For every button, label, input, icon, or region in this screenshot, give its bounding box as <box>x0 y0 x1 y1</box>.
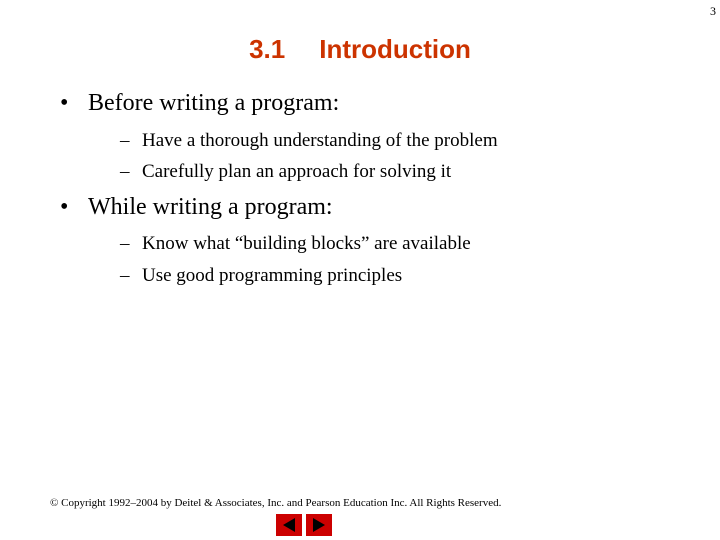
slide-title <box>0 34 720 65</box>
sub-item-text: Know what “building blocks” are available <box>142 233 471 254</box>
triangle-right-icon <box>311 517 327 533</box>
sub-item-text: Have a thorough understanding of the problem <box>142 130 498 151</box>
triangle-left-icon <box>281 517 297 533</box>
bullet-dot-icon: • <box>60 194 69 220</box>
dash-icon: – <box>120 265 130 286</box>
bullet-item <box>60 194 333 221</box>
copyright-notice: © Copyright 1992–2004 by Deitel & Associates, Inc. and Pearson Education Inc. All Rights Reserved. <box>50 497 502 509</box>
dash-icon: – <box>120 233 130 254</box>
sub-item <box>120 161 451 183</box>
previous-slide-button[interactable] <box>276 514 302 536</box>
dash-icon: – <box>120 130 130 151</box>
dash-icon: – <box>120 161 130 182</box>
bullet-text: While writing a program: <box>88 194 333 220</box>
slide-navigation <box>276 514 332 536</box>
bullet-text: Before writing a program: <box>88 90 340 116</box>
bullet-dot-icon: • <box>60 90 69 116</box>
bullet-item <box>60 90 339 117</box>
next-slide-button[interactable] <box>306 514 332 536</box>
sub-item-text: Use good programming principles <box>142 265 403 286</box>
section-number: 3.1 <box>249 34 286 64</box>
sub-item <box>120 233 471 255</box>
sub-item <box>120 130 498 152</box>
page-number: 3 <box>710 4 716 18</box>
sub-item-text: Carefully plan an approach for solving it <box>142 161 452 182</box>
section-title: Introduction <box>319 34 471 64</box>
sub-item <box>120 265 402 287</box>
